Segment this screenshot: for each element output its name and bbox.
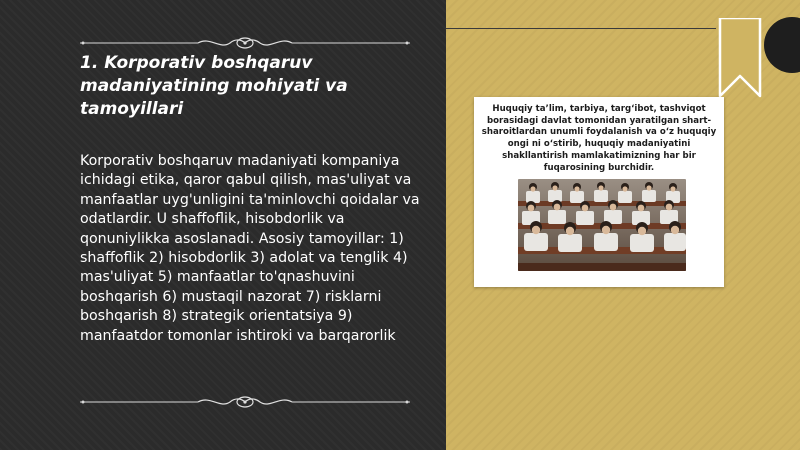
slide-body-text: Korporativ boshqaruv madaniyati kompaniya ichidagi etika, qaror qabul qilish, mas'uliyat va manfaatlar uyg'unligini ta'minlovchi qoidalar va odatlardir. U shaffoflik, hisobdorlik va qonuniylikka asoslanadi. Asosiy tamoyillar: 1) shaffoflik 2) hisobdorlik 3) adolat va tenglik 4) mas'uliyat 5) manfaatlar to'qnashuvini boshqarish 6) mustaqil nazorat 7) risklarni boshqarish 8) strategik orientatsiya 9) manfaatdor tomonlar ishtiroki va barqarorlik — [80, 153, 420, 344]
classroom-photo — [518, 179, 686, 271]
top-ornament-divider — [80, 34, 410, 52]
bottom-ornament-divider — [80, 393, 410, 411]
image-caption: Huquqiy ta’lim, tarbiya, targ‘ibot, tashviqot borasidagi davlat tomonidan yaratilgan shart-sharoitlardan unumli foydalanish va o‘z huquqiy ongi ni o‘stirib, huquqiy madaniyatini shakllantirish mamlakatimizning har bir fuqarosining burchidir. — [481, 104, 717, 173]
top-rule-line — [446, 28, 716, 29]
slide-title: 1. Korporativ boshqaruv madaniyatining mohiyati va tamoyillari — [80, 53, 348, 119]
bookmark-icon — [718, 18, 762, 98]
image-card — [474, 97, 724, 287]
